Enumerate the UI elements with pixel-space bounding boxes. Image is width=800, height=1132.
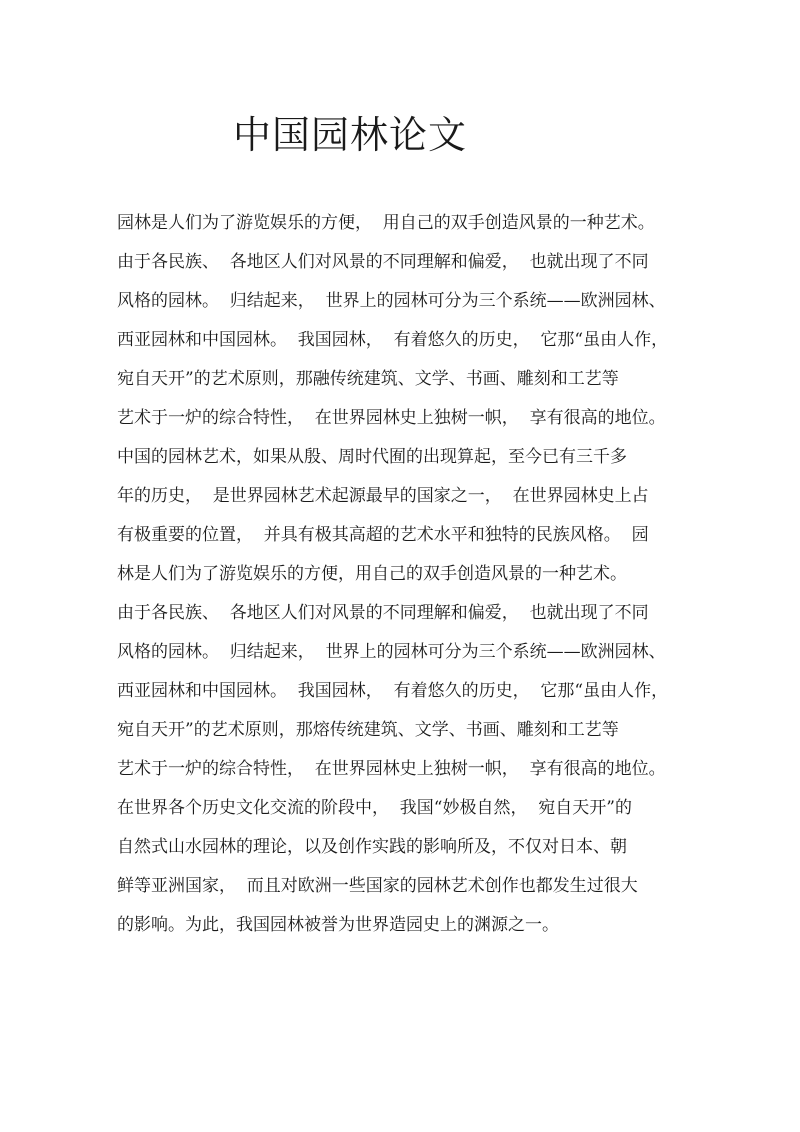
text-line: 西亚园林和中国园林。 我国园林， 有着悠久的历史， 它那“虽由人作，: [117, 681, 669, 701]
text-line: 年的历史， 是世界园林艺术起源最早的国家之一， 在世界园林史上占: [117, 486, 649, 506]
text-line: 风格的园林。 归结起来， 世界上的园林可分为三个系统——欧洲园林、: [117, 642, 666, 662]
text-line: 园林是人们为了游览娱乐的方便， 用自己的双手创造风景的一种艺术。: [117, 213, 655, 233]
text-line: 风格的园林。 归结起来， 世界上的园林可分为三个系统——欧洲园林、: [117, 291, 666, 311]
text-line: 艺术于一炉的综合特性， 在世界园林史上独树一帜， 享有很高的地位。: [117, 408, 666, 428]
text-line: 自然式山水园林的理论，以及创作实践的影响所及，不仅对日本、朝: [117, 837, 627, 857]
text-line: 西亚园林和中国园林。 我国园林， 有着悠久的历史， 它那“虽由人作，: [117, 330, 669, 350]
text-line: 林是人们为了游览娱乐的方便，用自己的双手创造风景的一种艺术。: [117, 564, 627, 584]
page-title: 中国园林论文: [233, 113, 468, 157]
body-text: [117, 204, 668, 945]
text-line: 鲜等亚洲国家， 而且对欧洲一些国家的园林艺术创作也都发生过很大: [117, 876, 638, 896]
text-line: 中国的园林艺术，如果从殷、周时代囿的出现算起，至今已有三千多: [117, 447, 627, 467]
text-line: 由于各民族、 各地区人们对风景的不同理解和偏爱， 也就出现了不同: [117, 252, 649, 272]
text-line: 宛自天开”的艺术原则，那融传统建筑、文学、书画、雕刻和工艺等: [117, 369, 619, 389]
text-line: 由于各民族、 各地区人们对风景的不同理解和偏爱， 也就出现了不同: [117, 603, 649, 623]
text-line: 有极重要的位置， 并具有极其高超的艺术水平和独特的民族风格。 园: [117, 525, 649, 545]
text-line: 艺术于一炉的综合特性， 在世界园林史上独树一帜， 享有很高的地位。: [117, 759, 666, 779]
text-line: 在世界各个历史文化交流的阶段中， 我国“妙极自然， 宛自天开”的: [117, 798, 632, 818]
text-line: 的影响。为此，我国园林被誉为世界造园史上的渊源之一。: [117, 915, 559, 935]
text-line: 宛自天开”的艺术原则，那熔传统建筑、文学、书画、雕刻和工艺等: [117, 720, 619, 740]
